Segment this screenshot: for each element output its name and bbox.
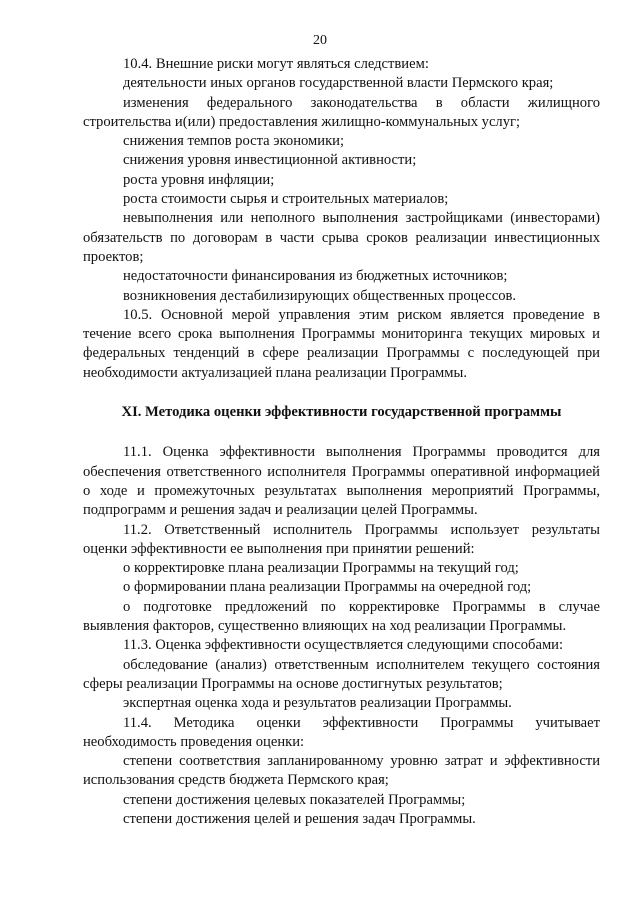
list-item-evaluation-goals: степени достижения целей и решения задач Программы. — [123, 810, 476, 827]
paragraph-11-2: 11.2. Ответственный исполнитель Программы использует результаты оценки эффективности ее выполнения при принятии решений: — [83, 521, 600, 557]
page-number: 20 — [313, 33, 327, 48]
section-10-risks — [83, 55, 600, 383]
section-heading-xi: XI. Методика оценки эффективности государственной программы — [121, 404, 562, 421]
paragraph-10-5: 10.5. Основной мерой управления этим риском является проведение в течение всего срока выполнения Программы мониторинга текущих мировых и федеральных тенденций в сфере реализации Программы с последующей при необходимости актуализацией плана реализации Программы. — [83, 306, 600, 381]
list-item-decision-current-year: о корректировке плана реализации Программы на текущий год; — [123, 560, 519, 577]
list-item-risk-social: возникновения дестабилизирующих общественных процессов. — [123, 287, 517, 304]
list-item-risk-developers: невыполнения или неполного выполнения застройщиками (инвесторами) обязательств по договорам в части срыва сроков реализации инвестиционных проектов; — [83, 210, 600, 265]
list-item-method-expert: экспертная оценка хода и результатов реализации Программы. — [123, 695, 512, 712]
paragraph-10-4-intro: 10.4. Внешние риски могут являться следствием: — [123, 56, 429, 72]
list-item-risk-funding: недостаточности финансирования из бюджетных источников; — [123, 268, 508, 285]
list-item-risk-investment: снижения уровня инвестиционной активности; — [123, 152, 417, 169]
list-item-risk-legislation: изменения федерального законодательства в области жилищного строительства и(или) предоставления жилищно-коммунальных услуг; — [83, 94, 600, 130]
list-item-decision-next-year: о формировании плана реализации Программы на очередной год; — [123, 579, 532, 596]
list-item-risk-materials: роста стоимости сырья и строительных материалов; — [123, 191, 449, 208]
list-item-decision-proposals: о подготовке предложений по корректировке Программы в случае выявления факторов, существенно влияющих на ход реализации Программы. — [83, 598, 600, 635]
section-11-methodology — [83, 443, 600, 829]
paragraph-11-1: 11.1. Оценка эффективности выполнения Программы проводится для обеспечения ответственного исполнителя Программы оперативной информацией о ходе и промежуточных результатах выполнения мероприятий Программы, подпрограмм и решения задач и реализации целей Программы. — [83, 444, 600, 519]
list-item-method-survey: обследование (анализ) ответственным исполнителем текущего состояния сферы реализации Программы на основе достигнутых результатов; — [83, 656, 600, 692]
list-item-evaluation-costs: степени соответствия запланированному уровню затрат и эффективности использования средств бюджета Пермского края; — [83, 753, 600, 789]
list-item-risk-inflation: роста уровня инфляции; — [123, 171, 275, 188]
list-item-evaluation-indicators: степени достижения целевых показателей Программы; — [123, 791, 466, 808]
document-body — [83, 55, 600, 829]
list-item-risk-economy: снижения темпов роста экономики; — [123, 133, 345, 150]
paragraph-11-3: 11.3. Оценка эффективности осуществляется следующими способами: — [123, 637, 564, 654]
list-item-risk-authorities: деятельности иных органов государственной власти Пермского края; — [123, 75, 554, 92]
paragraph-11-4: 11.4. Методика оценки эффективности Программы учитывает необходимость проведения оценки: — [83, 714, 600, 750]
